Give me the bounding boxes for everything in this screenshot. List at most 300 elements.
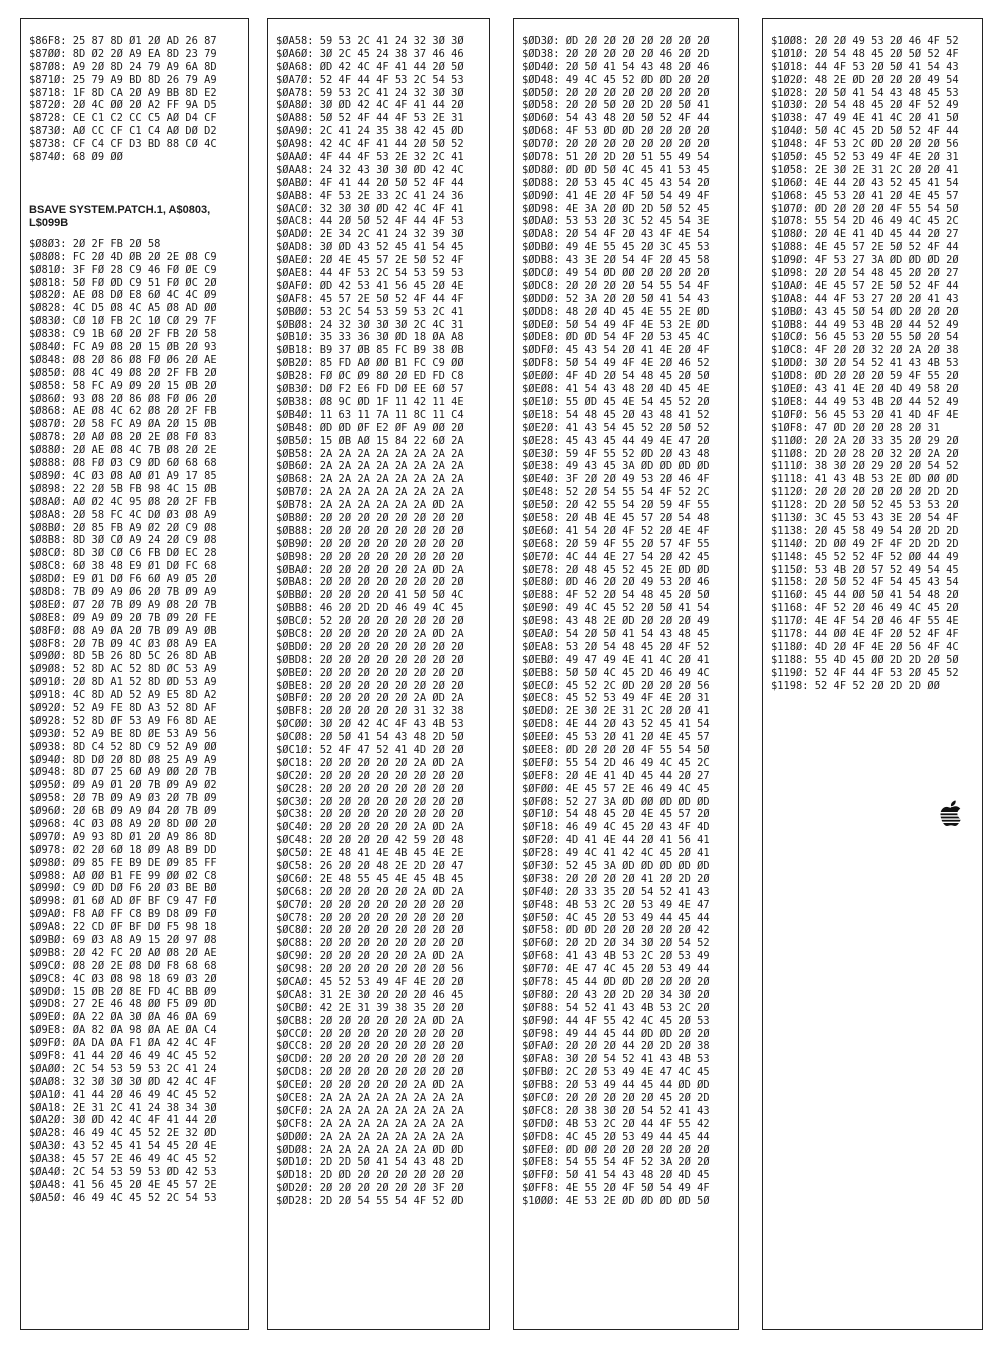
hex-line: $ØEB8: 5Ø 5Ø 4C 45 2D 46 49 4C <box>522 666 710 679</box>
hex-line: $ØDBØ: 49 4E 55 45 2Ø 3C 45 53 <box>522 241 710 254</box>
hex-line: $ØBE8: 2Ø 2Ø 2Ø 2Ø 2Ø 2Ø 2Ø 2Ø <box>276 679 464 692</box>
hex-line: $ØDØ8: 2A 2A 2A 2A 2A 2A ØD ØD <box>276 1143 464 1156</box>
hex-line: $ØF3Ø: 52 45 3A ØD ØD ØD ØD ØD <box>522 860 710 872</box>
hex-line: $8738: CF C4 CF D3 BD 88 CØ 4C <box>29 138 217 151</box>
hex-line: $1ØC8: 4F 2Ø 2Ø 32 2Ø 2A 2Ø 38 <box>771 344 959 357</box>
hex-line: $ØD1Ø: 2D 2D 5Ø 41 54 43 48 2D <box>276 1156 464 1169</box>
hex-line: $ØC8Ø: 2Ø 2Ø 2Ø 2Ø 2Ø 2Ø 2Ø 2Ø <box>276 924 464 937</box>
hex-line: $ØDCØ: 49 54 ØD ØØ 2Ø 2Ø 2Ø 2Ø <box>522 267 710 280</box>
bsave-heading: BSAVE SYSTEM.PATCH.1, A$0803, L$099B <box>29 203 211 229</box>
hex-line: $ØA28: 46 49 4C 45 52 2E 32 ØD <box>29 1127 217 1140</box>
hex-line: $ØB8Ø: 2Ø 2Ø 2Ø 2Ø 2Ø 2Ø 2Ø 2Ø <box>276 511 464 524</box>
hex-line: $1Ø7Ø: ØD 2Ø 2Ø 2Ø 4F 55 54 5Ø <box>771 202 959 215</box>
hex-line: $1Ø3Ø: 2Ø 54 48 45 2Ø 4F 52 49 <box>771 99 959 112</box>
hex-line: $ØFD8: 4C 45 2Ø 53 49 44 45 44 <box>522 1130 710 1143</box>
hex-line: $ØE78: 2Ø 48 45 52 45 2E ØD ØD <box>522 563 710 576</box>
hex-line: $ØBØØ: 53 2C 54 53 59 53 2C 41 <box>276 305 464 318</box>
hex-line: $Ø9A8: 22 CD ØF BF DØ F5 98 18 <box>29 921 217 934</box>
hex-line: $ØD8Ø: ØD ØD 5Ø 4C 45 41 53 45 <box>522 163 710 176</box>
hex-line: $ØFC8: 2Ø 38 3Ø 2Ø 54 52 41 43 <box>522 1104 710 1117</box>
hex-line: $ØD9Ø: 41 4E 2Ø 4F 5Ø 54 49 4F <box>522 189 710 202</box>
hex-line: $1Ø98: 2Ø 2Ø 54 48 45 2Ø 2Ø 27 <box>771 267 959 280</box>
hex-line: $ØF48: 4B 53 2C 2Ø 53 49 4E 47 <box>522 898 710 911</box>
hex-line: $Ø9E8: ØA 82 ØA 98 ØA AE ØA C4 <box>29 1024 217 1037</box>
hex-line: $ØA38: 45 57 2E 46 49 4C 45 52 <box>29 1153 217 1166</box>
hex-line: $ØC18: 2Ø 2Ø 2Ø 2Ø 2Ø 2A ØD 2A <box>276 756 464 769</box>
hex-line: $ØCDØ: 2Ø 2Ø 2Ø 2Ø 2Ø 2Ø 2Ø 2Ø <box>276 1053 464 1066</box>
hex-line: $ØFFØ: 5Ø 41 54 43 48 2Ø 4D 45 <box>522 1169 710 1182</box>
hex-line: $ØD88: 2Ø 53 45 4C 45 43 54 2Ø <box>522 176 710 189</box>
hex-line: $ØCEØ: 2Ø 2Ø 2Ø 2Ø 2Ø 2A ØD 2A <box>276 1079 464 1092</box>
hex-line: $ØB98: 2Ø 2Ø 2Ø 2Ø 2Ø 2Ø 2Ø 2Ø <box>276 550 464 563</box>
hex-block-col2 <box>268 35 489 1208</box>
hex-line: $ØD2Ø: 2Ø 2Ø 2Ø 2Ø 2Ø 2Ø 3F 2Ø <box>276 1182 464 1195</box>
hex-line: $Ø8Ø3: 2Ø 2F FB 2Ø 58 <box>29 237 161 250</box>
hex-line: $ØF98: 49 44 45 44 ØD ØD 2Ø 2Ø <box>522 1027 710 1040</box>
hex-line: $ØAØ8: 32 3Ø 3Ø 3Ø ØD 42 4C 4F <box>29 1075 217 1088</box>
hex-line: $ØB4Ø: 11 63 11 7A 11 8C 11 C4 <box>276 408 464 421</box>
hex-line: $Ø99Ø: C9 ØD DØ F6 2Ø Ø3 BE BØ <box>29 882 217 895</box>
hex-line: $ØB88: 2Ø 2Ø 2Ø 2Ø 2Ø 2Ø 2Ø 2Ø <box>276 524 464 537</box>
hex-line: $Ø848: Ø8 2Ø 86 Ø8 FØ Ø6 2Ø AE <box>29 353 217 366</box>
hex-line: $ØFF8: 4E 55 2Ø 4F 5Ø 54 49 4F <box>522 1182 710 1195</box>
hex-line: $Ø8D8: 7B Ø9 A9 Ø6 2Ø 7B Ø9 A9 <box>29 585 217 598</box>
hex-line: $ØBF8: 2Ø 2Ø 2Ø 2Ø 2Ø 31 32 38 <box>276 705 464 718</box>
hex-line: $ØDDØ: 52 3A 2Ø 2Ø 5Ø 41 54 43 <box>522 292 710 305</box>
hex-line: $ØB18: B9 37 ØB 85 FC B9 38 ØB <box>276 344 464 357</box>
hex-line: $ØBØ8: 24 32 3Ø 3Ø 3Ø 2C 4C 31 <box>276 318 464 331</box>
hex-line: $1198: 52 4F 52 2Ø 2D 2D ØØ <box>771 679 940 692</box>
hex-line: $ØFBØ: 2C 2Ø 53 49 4E 47 4C 45 <box>522 1066 710 1079</box>
hex-line: $ØD7Ø: 2Ø 2Ø 2Ø 2Ø 2Ø 2Ø 2Ø 2Ø <box>522 138 710 151</box>
hex-line: $1ØDØ: 3Ø 2Ø 54 52 41 43 4B 53 <box>771 357 959 370</box>
hex-line: $ØEØØ: 4F 4D 2Ø 54 48 45 2Ø 5Ø <box>522 370 710 383</box>
hex-line: $Ø96Ø: 2Ø 6B Ø9 A9 Ø4 2Ø 7B Ø9 <box>29 805 217 818</box>
hex-line: $ØDB8: 43 3E 2Ø 54 4F 2Ø 45 58 <box>522 254 710 267</box>
hex-line: $ØDØØ: 2A 2A 2A 2A 2A 2A 2A 2A <box>276 1130 464 1143</box>
hex-line: $874Ø: 68 Ø9 ØØ <box>29 151 123 164</box>
hex-line: $ØF28: 49 4C 41 42 4C 45 2Ø 41 <box>522 847 710 860</box>
hex-line: $Ø998: Ø1 6Ø AD ØF BF C9 47 FØ <box>29 895 217 908</box>
hex-line: $1ØD8: ØD 2Ø 2Ø 2Ø 59 4F 55 2Ø <box>771 370 959 383</box>
hex-line: $1ØEØ: 43 41 4E 2Ø 4D 49 58 2Ø <box>771 383 959 396</box>
hex-line: $8728: CE C1 C2 CC C5 AØ D4 CF <box>29 112 217 125</box>
hex-line: $Ø91Ø: 2Ø 8D A1 52 8D ØD 53 A9 <box>29 676 217 689</box>
hex-line: $ØDFØ: 45 43 54 2Ø 41 4E 2Ø 4F <box>522 344 710 357</box>
hex-line: $1ØA8: 44 4F 53 27 2Ø 2Ø 41 43 <box>771 292 959 305</box>
hex-line: $ØB3Ø: DØ F2 E6 FD DØ EE 6Ø 57 <box>276 383 464 396</box>
hex-line: $ØCCØ: 2Ø 2Ø 2Ø 2Ø 2Ø 2Ø 2Ø 2Ø <box>276 1027 464 1040</box>
hex-line: $ØC9Ø: 2Ø 2Ø 2Ø 2Ø 2Ø 2A ØD 2A <box>276 950 464 963</box>
hex-line: $ØC38: 2Ø 2Ø 2Ø 2Ø 2Ø 2Ø 2Ø 2Ø <box>276 808 464 821</box>
hex-line: $1Ø1Ø: 2Ø 54 48 45 2Ø 5Ø 52 4F <box>771 47 959 60</box>
hex-line: $ØC3Ø: 2Ø 2Ø 2Ø 2Ø 2Ø 2Ø 2Ø 2Ø <box>276 795 464 808</box>
hex-line: $Ø9FØ: ØA DA ØA F1 ØA 42 4C 4F <box>29 1037 217 1050</box>
hex-line: $ØC98: 2Ø 2Ø 2Ø 2Ø 2Ø 2Ø 2Ø 56 <box>276 963 464 976</box>
hex-line: $ØBB8: 46 2Ø 2D 2D 46 49 4C 45 <box>276 602 464 615</box>
hex-line: $ØD78: 51 2Ø 2D 2Ø 51 55 49 54 <box>522 151 710 164</box>
hex-line: $ØB5Ø: 15 ØB AØ 15 84 22 6Ø 2A <box>276 434 464 447</box>
hex-line: $ØF88: 54 52 41 43 4B 53 2C 2Ø <box>522 1001 710 1014</box>
hex-line: $ØA9Ø: 2C 41 24 35 38 42 45 ØD <box>276 125 464 138</box>
hex-line: $ØEA8: 53 2Ø 54 48 45 2Ø 4F 52 <box>522 640 710 653</box>
hex-line: $Ø89Ø: 4C Ø3 Ø8 AØ Ø1 A9 17 85 <box>29 469 217 482</box>
hex-line: $Ø858: 58 FC A9 Ø9 2Ø 15 ØB 2Ø <box>29 379 217 392</box>
hex-line: $ØD58: 2Ø 2Ø 5Ø 2Ø 2D 2Ø 5Ø 41 <box>522 99 710 112</box>
hex-line: $ØC58: 26 2Ø 2Ø 48 2E 2D 2Ø 47 <box>276 860 464 872</box>
hex-line: $ØFB8: 2Ø 53 49 44 45 44 ØD ØD <box>522 1079 710 1092</box>
hex-line: $ØAB8: 4F 53 2E 33 2C 41 24 36 <box>276 189 464 202</box>
hex-line: $ØB2Ø: 85 FD AØ ØØ B1 FC C9 ØØ <box>276 357 464 370</box>
hex-line: $ØC28: 2Ø 2Ø 2Ø 2Ø 2Ø 2Ø 2Ø 2Ø <box>276 782 464 795</box>
hex-line: $Ø82Ø: AE Ø8 DØ E8 6Ø 4C 4C Ø9 <box>29 289 217 302</box>
hex-line: $ØC78: 2Ø 2Ø 2Ø 2Ø 2Ø 2Ø 2Ø 2Ø <box>276 911 464 924</box>
hex-line: $Ø828: 4C D5 Ø8 4C A5 Ø8 AD ØØ <box>29 302 217 315</box>
hex-line: $ØACØ: 32 3Ø 3Ø ØD 42 4C 4F 41 <box>276 202 464 215</box>
hex-line: $1Ø8Ø: 2Ø 4E 41 4D 45 44 2Ø 27 <box>771 228 959 241</box>
hex-line: $ØF78: 45 44 ØD ØD 2Ø 2Ø 2Ø 2Ø <box>522 976 710 989</box>
hex-line: $ØFA8: 3Ø 2Ø 54 52 41 43 4B 53 <box>522 1053 710 1066</box>
hex-line: $ØE38: 49 43 45 3A ØD ØD ØD ØD <box>522 460 710 473</box>
hex-line: $119Ø: 52 4F 44 4F 53 2Ø 45 52 <box>771 666 959 679</box>
hex-line: $Ø85Ø: Ø8 4C 49 Ø8 2Ø 2F FB 2Ø <box>29 366 217 379</box>
hex-line: $Ø9B8: 2Ø 42 FC 2Ø AØ Ø8 2Ø AE <box>29 946 217 959</box>
hex-line: $Ø9F8: 41 44 2Ø 46 49 4C 45 52 <box>29 1050 217 1063</box>
hex-line: $114Ø: 2D ØØ 49 2F 4F 2D 2D 2D <box>771 537 959 550</box>
hex-line: $ØA4Ø: 2C 54 53 59 53 ØD 42 53 <box>29 1166 217 1179</box>
hex-line: $Ø928: 52 8D ØF 53 A9 F6 8D AE <box>29 714 217 727</box>
hex-line: $ØBA8: 2Ø 2Ø 2Ø 2Ø 2Ø 2Ø 2Ø 2Ø <box>276 576 464 589</box>
hex-line: $ØEF8: 2Ø 4E 41 4D 45 44 2Ø 27 <box>522 769 710 782</box>
hex-block-patch-tail <box>21 35 248 164</box>
hex-line: $ØE9Ø: 49 4C 45 52 2Ø 5Ø 41 54 <box>522 602 710 615</box>
hex-line: $873Ø: AØ CC CF C1 C4 AØ DØ D2 <box>29 125 217 138</box>
hex-line: $Ø95Ø: Ø9 A9 Ø1 2Ø 7B Ø9 A9 Ø2 <box>29 779 217 792</box>
hex-line: $ØCD8: 2Ø 2Ø 2Ø 2Ø 2Ø 2Ø 2Ø 2Ø <box>276 1066 464 1079</box>
hex-line: $ØE88: 4F 52 2Ø 54 48 45 2Ø 5Ø <box>522 589 710 602</box>
hex-line: $ØB6Ø: 2A 2A 2A 2A 2A 2A 2A 2A <box>276 460 464 473</box>
hex-line: $1148: 45 52 52 4F 52 ØØ 44 49 <box>771 550 959 563</box>
hex-line: $ØAAØ: 4F 44 4F 53 2E 32 2C 41 <box>276 151 464 164</box>
hex-line: $ØABØ: 4F 41 44 2Ø 5Ø 52 4F 44 <box>276 176 464 189</box>
hex-line: $ØF1Ø: 54 48 45 2Ø 4E 45 57 2Ø <box>522 808 710 821</box>
hex-line: $1ØØØ: 4E 53 2E ØD ØD ØD ØD 5Ø <box>522 1195 710 1208</box>
hex-line: $ØE68: 2Ø 59 4F 55 2Ø 57 4F 55 <box>522 537 710 550</box>
hex-line: $115Ø: 53 4B 2Ø 57 52 49 54 45 <box>771 563 959 576</box>
hex-line: $Ø9AØ: F8 AØ FF C8 B9 D8 Ø9 FØ <box>29 908 217 921</box>
apple-logo-icon <box>938 799 964 829</box>
hex-line: $Ø98Ø: Ø9 85 FE B9 DE Ø9 85 FF <box>29 856 217 869</box>
hex-line: $ØCB8: 2Ø 2Ø 2Ø 2Ø 2Ø 2A ØD 2A <box>276 1014 464 1027</box>
hex-line: $ØCE8: 2A 2A 2A 2A 2A 2A 2A 2A <box>276 1092 464 1105</box>
hex-line: $112Ø: 2Ø 2Ø 2Ø 2Ø 2Ø 2Ø 2D 2D <box>771 486 959 499</box>
hex-line: $Ø818: 5Ø FØ ØD C9 51 FØ ØC 2Ø <box>29 276 217 289</box>
hex-line: $ØAD8: 3Ø ØD 43 52 45 41 54 45 <box>276 241 464 254</box>
hex-line: $Ø9D8: 27 2E 46 48 ØØ F5 Ø9 ØD <box>29 998 217 1011</box>
hex-line: $1138: 2Ø 45 58 49 54 2Ø 2D 2D <box>771 524 959 537</box>
hex-line: $ØCC8: 2Ø 2Ø 2Ø 2Ø 2Ø 2Ø 2Ø 2Ø <box>276 1040 464 1053</box>
hex-line: $ØAA8: 24 32 43 3Ø 3Ø ØD 42 4C <box>276 163 464 176</box>
hex-line: $Ø868: AE Ø8 4C 62 Ø8 2Ø 2F FB <box>29 405 217 418</box>
hex-line: $ØAC8: 44 2Ø 5Ø 52 4F 44 4F 53 <box>276 215 464 228</box>
hex-line: $ØEEØ: 45 53 2Ø 41 2Ø 4E 45 57 <box>522 731 710 744</box>
hex-line: $ØE5Ø: 2Ø 42 55 54 2Ø 59 4F 55 <box>522 499 710 512</box>
hex-line: $1ØBØ: 43 45 5Ø 54 ØD 2Ø 2Ø 2Ø <box>771 305 959 318</box>
hex-line: $ØEAØ: 54 2Ø 5Ø 41 54 43 48 45 <box>522 627 710 640</box>
hex-line: $ØA48: 41 56 45 2Ø 4E 45 57 2E <box>29 1178 217 1191</box>
hex-line: $1ØFØ: 56 45 53 2Ø 41 4D 4F 4E <box>771 408 959 421</box>
hex-line: $ØBD8: 2Ø 2Ø 2Ø 2Ø 2Ø 2Ø 2Ø 2Ø <box>276 653 464 666</box>
hex-block-system-patch <box>21 238 248 1205</box>
hex-line: $871Ø: 25 79 A9 BD 8D 26 79 A9 <box>29 73 217 86</box>
hex-line: $1Ø58: 2E 3Ø 2E 31 2C 2Ø 2Ø 41 <box>771 163 959 176</box>
hex-line: $ØDAØ: 53 53 2Ø 3C 52 45 54 3E <box>522 215 710 228</box>
hex-line: $ØFAØ: 2Ø 2Ø 2Ø 44 2Ø 2D 2Ø 38 <box>522 1040 710 1053</box>
hex-line: $ØC2Ø: 2Ø 2Ø 2Ø 2Ø 2Ø 2Ø 2Ø 2Ø <box>276 769 464 782</box>
hex-line: $ØD98: 4E 3A 2Ø ØD 2D 5Ø 52 45 <box>522 202 710 215</box>
hex-line: $ØCFØ: 2A 2A 2A 2A 2A 2A 2A 2A <box>276 1104 464 1117</box>
hex-line: $Ø8E8: Ø9 A9 Ø9 2Ø 7B Ø9 2Ø FE <box>29 611 217 624</box>
listing-column-4 <box>762 18 983 1330</box>
hex-line: $ØBDØ: 2Ø 2Ø 2Ø 2Ø 2Ø 2Ø 2Ø 2Ø <box>276 640 464 653</box>
hex-line: $1Ø28: 2Ø 5Ø 41 54 43 48 45 53 <box>771 86 959 99</box>
hex-line: $1158: 2Ø 5Ø 52 4F 54 45 43 54 <box>771 576 959 589</box>
hex-line: $1Ø38: 47 49 4E 41 4C 2Ø 41 5Ø <box>771 112 959 125</box>
hex-line: $1Ø6Ø: 4E 44 2Ø 43 52 45 41 54 <box>771 176 959 189</box>
hex-line: $ØA7Ø: 52 4F 44 4F 53 2C 54 53 <box>276 73 464 86</box>
hex-line: $ØC7Ø: 2Ø 2Ø 2Ø 2Ø 2Ø 2Ø 2Ø 2Ø <box>276 898 464 911</box>
hex-line: $Ø838: C9 1B 6Ø 2Ø 2F FB 2Ø 58 <box>29 328 217 341</box>
hex-line: $ØE8Ø: ØD 46 2Ø 2Ø 49 53 2Ø 46 <box>522 576 710 589</box>
hex-line: $87Ø8: A9 2Ø 8D 24 79 A9 6A 8D <box>29 60 217 73</box>
hex-line: $ØE4Ø: 3F 2Ø 2Ø 49 53 2Ø 46 4F <box>522 473 710 486</box>
hex-line: $Ø898: 22 2Ø 5B FB 98 4C 15 ØB <box>29 482 217 495</box>
hex-line: $ØBAØ: 2Ø 2Ø 2Ø 2Ø 2Ø 2A ØD 2A <box>276 563 464 576</box>
hex-line: $11ØØ: 2Ø 2A 2Ø 33 35 2Ø 29 2Ø <box>771 434 959 447</box>
hex-line: $Ø978: Ø2 2Ø 6Ø 18 Ø9 A8 B9 DD <box>29 843 217 856</box>
listing-column-2 <box>267 18 490 1330</box>
hex-line: $Ø9EØ: ØA 22 ØA 3Ø ØA 46 ØA 69 <box>29 1011 217 1024</box>
hex-line: $ØCAØ: 45 52 53 49 4F 4E 2Ø 2Ø <box>276 976 464 989</box>
hex-line: $ØE48: 52 2Ø 54 55 54 4F 52 2C <box>522 486 710 499</box>
hex-line: $1ØF8: 47 ØD 2Ø 2Ø 28 2Ø 31 <box>771 421 940 434</box>
hex-line: $ØC4Ø: 2Ø 2Ø 2Ø 2Ø 2Ø 2A ØD 2A <box>276 821 464 834</box>
hex-line: $ØA6Ø: 3Ø 2C 45 24 38 37 46 46 <box>276 47 464 60</box>
hex-line: $ØAFØ: ØD 42 53 41 56 45 2Ø 4E <box>276 279 464 292</box>
hex-line: $Ø8CØ: 8D 3Ø CØ C6 FB DØ EC 28 <box>29 547 217 560</box>
hex-line: $ØA18: 2E 31 2C 41 24 38 34 3Ø <box>29 1101 217 1114</box>
hex-line: $ØE18: 54 48 45 2Ø 43 48 41 52 <box>522 408 710 421</box>
hex-line: $ØE98: 43 48 2E ØD 2Ø 2Ø 2Ø 49 <box>522 615 710 628</box>
hex-line: $ØE58: 2Ø 4B 4E 45 57 2Ø 54 48 <box>522 511 710 524</box>
hex-line: $ØAØØ: 2C 54 53 59 53 2C 41 24 <box>29 1062 217 1075</box>
hex-line: $ØBFØ: 2Ø 2Ø 2Ø 2Ø 2Ø 2A ØD 2A <box>276 692 464 705</box>
hex-line: $ØF18: 46 49 4C 45 2Ø 43 4F 4D <box>522 821 710 834</box>
hex-line: $ØF2Ø: 4D 41 4E 44 2Ø 41 56 41 <box>522 834 710 847</box>
hex-line: $Ø81Ø: 3F FØ 28 C9 46 FØ ØE C9 <box>29 263 217 276</box>
hex-line: $ØCA8: 31 2E 3Ø 2Ø 2Ø 2Ø 46 45 <box>276 988 464 1001</box>
hex-line: $ØE28: 45 43 45 44 49 4E 47 2Ø <box>522 434 710 447</box>
hex-line: $ØD38: 2Ø 2Ø 2Ø 2Ø 2Ø 46 2Ø 2D <box>522 47 710 60</box>
hex-line: $ØA2Ø: 3Ø ØD 42 4C 4F 41 44 2Ø <box>29 1114 217 1127</box>
hex-line: $1Ø88: 4E 45 57 2E 5Ø 52 4F 44 <box>771 241 959 254</box>
hex-line: $116Ø: 45 44 ØØ 5Ø 41 54 48 2Ø <box>771 589 959 602</box>
hex-line: $Ø88Ø: 2Ø AE Ø8 4C 7B Ø8 2Ø 2E <box>29 444 217 457</box>
hex-line: $1168: 4F 52 2Ø 46 49 4C 45 2Ø <box>771 602 959 615</box>
hex-line: $Ø9Ø8: 52 8D AC 52 8D ØC 53 A9 <box>29 663 217 676</box>
hex-line: $ØC88: 2Ø 2Ø 2Ø 2Ø 2Ø 2Ø 2Ø 2Ø <box>276 937 464 950</box>
hex-line: $Ø8BØ: 2Ø 85 FB A9 Ø2 2Ø C9 Ø8 <box>29 521 217 534</box>
hex-line: $ØDE8: ØD ØD 54 4F 2Ø 53 45 4C <box>522 331 710 344</box>
hex-line: $Ø8B8: 8D 3Ø CØ A9 24 2Ø C9 Ø8 <box>29 534 217 547</box>
hex-line: $ØDF8: 5Ø 54 49 4F 4E 2Ø 46 52 <box>522 357 710 370</box>
hex-line: $ØA78: 59 53 2C 41 24 32 3Ø 3Ø <box>276 86 464 99</box>
hex-line: $Ø948: 8D Ø7 25 6Ø A9 ØØ 2Ø 7B <box>29 766 217 779</box>
hex-line: $Ø8A8: 2Ø 58 FC 4C DØ Ø3 Ø8 A9 <box>29 508 217 521</box>
hex-line: $ØD68: 4F 53 ØD ØD 2Ø 2Ø 2Ø 2Ø <box>522 125 710 138</box>
hex-line: $ØFDØ: 4B 53 2C 2Ø 44 4F 55 42 <box>522 1117 710 1130</box>
hex-line: $ØAE8: 44 4F 53 2C 54 53 59 53 <box>276 267 464 280</box>
hex-line: $117Ø: 4E 4F 54 2Ø 46 4F 55 4E <box>771 615 959 628</box>
hex-line: $ØD48: 49 4C 45 52 ØD ØD 2Ø 2Ø <box>522 73 710 86</box>
hex-line: $ØF68: 41 43 4B 53 2C 2Ø 53 49 <box>522 950 710 963</box>
hex-line: $Ø83Ø: CØ 1Ø FB 2C 1Ø CØ 29 7F <box>29 315 217 328</box>
hex-line: $ØA68: ØD 42 4C 4F 41 44 2Ø 5Ø <box>276 60 464 73</box>
hex-line: $1178: 44 ØØ 4E 4F 2Ø 52 4F 4F <box>771 627 959 640</box>
hex-line: $ØD18: 2D ØD 2Ø 2Ø 2Ø 2Ø 2Ø 2Ø <box>276 1169 464 1182</box>
hex-line: $1ØØ8: 2Ø 2Ø 49 53 2Ø 46 4F 52 <box>771 35 959 47</box>
hex-line: $ØF8Ø: 2Ø 43 2Ø 2D 2Ø 34 3Ø 2Ø <box>522 988 710 1001</box>
hex-line: $Ø8C8: 6Ø 38 48 E9 Ø1 DØ FC 68 <box>29 560 217 573</box>
hex-line: $Ø8F8: 2Ø 7B Ø9 4C Ø3 Ø8 A9 EA <box>29 637 217 650</box>
hex-line: $ØB68: 2A 2A 2A 2A 2A 2A 2A 2A <box>276 473 464 486</box>
hex-line: $Ø9ØØ: 8D 5B 26 8D 5C 26 8D AB <box>29 650 217 663</box>
hex-line: $1Ø9Ø: 4F 53 27 3A ØD ØD ØD 2Ø <box>771 254 959 267</box>
hex-line: $1128: 2D 2Ø 5Ø 52 45 53 53 2Ø <box>771 499 959 512</box>
hex-line: $ØFØ8: 52 27 3A ØD ØØ ØD ØD ØD <box>522 795 710 808</box>
hex-line: $113Ø: 3C 45 53 43 3E 2Ø 54 4F <box>771 511 959 524</box>
hex-line: $ØE1Ø: 55 ØD 45 4E 54 45 52 2Ø <box>522 395 710 408</box>
hex-line: $ØFCØ: 2Ø 2Ø 2Ø 2Ø 2Ø 45 2Ø 2D <box>522 1092 710 1105</box>
hex-line: $ØF58: ØD ØD 2Ø 2Ø 2Ø 2Ø 2Ø 42 <box>522 924 710 937</box>
hex-line: $ØA5Ø: 46 49 4C 45 52 2C 54 53 <box>29 1191 217 1204</box>
hex-line: $ØB1Ø: 35 33 36 3Ø ØD 18 ØA A8 <box>276 331 464 344</box>
hex-line: $ØDEØ: 5Ø 54 49 4F 4E 53 2E ØD <box>522 318 710 331</box>
hex-line: $1Ø4Ø: 5Ø 4C 45 2D 5Ø 52 4F 44 <box>771 125 959 138</box>
hex-line: $ØF9Ø: 44 4F 55 42 4C 45 2Ø 53 <box>522 1014 710 1027</box>
hex-line: $ØD4Ø: 2Ø 5Ø 41 54 43 48 2Ø 46 <box>522 60 710 73</box>
hex-line: $1Ø68: 45 53 2Ø 41 2Ø 4E 45 57 <box>771 189 959 202</box>
hex-block-col4 <box>763 35 982 692</box>
hex-line: $ØF7Ø: 4E 47 4C 45 2Ø 53 49 44 <box>522 963 710 976</box>
hex-line: $ØDA8: 2Ø 54 4F 2Ø 43 4F 4E 54 <box>522 228 710 241</box>
hex-line: $ØA8Ø: 3Ø ØD 42 4C 4F 41 44 2Ø <box>276 99 464 112</box>
hex-line: $8718: 1F 8D CA 2Ø A9 BB 8D E2 <box>29 86 217 99</box>
hex-line: $Ø9C8: 4C Ø3 Ø8 98 18 69 Ø3 2Ø <box>29 972 217 985</box>
hex-line: $1118: 41 43 4B 53 2E ØD ØØ ØD <box>771 473 959 486</box>
hex-line: $ØB78: 2A 2A 2A 2A 2A 2A ØD 2A <box>276 499 464 512</box>
hex-line: $Ø8DØ: E9 Ø1 DØ F6 6Ø A9 Ø5 2Ø <box>29 573 217 586</box>
hex-line: $ØAEØ: 2Ø 4E 45 57 2E 5Ø 52 4F <box>276 254 464 267</box>
hex-line: $Ø8Ø8: FC 2Ø 4D ØB 2Ø 2E Ø8 C9 <box>29 250 217 263</box>
hex-line: $ØC5Ø: 2E 48 41 4E 4B 45 4E 2E <box>276 847 464 860</box>
hex-line: $1ØAØ: 4E 45 57 2E 5Ø 52 4F 44 <box>771 279 959 292</box>
hex-line: $ØC68: 2Ø 2Ø 2Ø 2Ø 2Ø 2A ØD 2A <box>276 885 464 898</box>
hex-line: $ØB58: 2A 2A 2A 2A 2A 2A 2A 2A <box>276 447 464 460</box>
hex-line: $ØDC8: 2Ø 2Ø 2Ø 2Ø 54 55 54 4F <box>522 279 710 292</box>
hex-line: $ØFØØ: 4E 45 57 2E 46 49 4C 45 <box>522 782 710 795</box>
hex-line: $1Ø18: 44 4F 53 2Ø 5Ø 41 54 43 <box>771 60 959 73</box>
listing-column-3 <box>513 18 739 1330</box>
hex-line: $ØD6Ø: 54 43 48 2Ø 5Ø 52 4F 44 <box>522 112 710 125</box>
hex-line: $ØE6Ø: 41 54 2Ø 4F 52 2Ø 4E 4F <box>522 524 710 537</box>
hex-block-col3 <box>514 35 738 1208</box>
hex-line: $ØEE8: ØD 2Ø 2Ø 2Ø 4F 55 54 5Ø <box>522 743 710 756</box>
hex-line: $ØCØØ: 3Ø 2Ø 42 4C 4F 43 4B 53 <box>276 718 464 731</box>
hex-line: $Ø8FØ: Ø8 A9 ØA 2Ø 7B Ø9 A9 ØB <box>29 624 217 637</box>
hex-line: $Ø86Ø: 93 Ø8 2Ø 86 Ø8 FØ Ø6 2Ø <box>29 392 217 405</box>
hex-line: $ØC1Ø: 52 4F 47 52 41 4D 2Ø 2Ø <box>276 743 464 756</box>
hex-line: $ØF4Ø: 2Ø 33 35 2Ø 54 52 41 43 <box>522 885 710 898</box>
hex-line: $Ø87Ø: 2Ø 58 FC A9 ØA 2Ø 15 ØB <box>29 418 217 431</box>
hex-line: $ØB28: FØ ØC Ø9 8Ø 2Ø ED FD C8 <box>276 370 464 383</box>
hex-line: $ØA88: 5Ø 52 4F 44 4F 53 2E 31 <box>276 112 464 125</box>
hex-line: $ØEØ8: 41 54 43 48 2Ø 4D 45 4E <box>522 383 710 396</box>
hex-line: $11Ø8: 2D 2Ø 28 2Ø 32 2Ø 2A 2Ø <box>771 447 959 460</box>
hex-line: $Ø938: 8D C4 52 8D C9 52 A9 ØØ <box>29 740 217 753</box>
hex-line: $Ø93Ø: 52 A9 BE 8D ØE 53 A9 56 <box>29 727 217 740</box>
hex-line: $1Ø2Ø: 48 2E ØD 2Ø 2Ø 2Ø 49 54 <box>771 73 959 86</box>
hex-line: $ØA58: 59 53 2C 41 24 32 3Ø 3Ø <box>276 35 464 47</box>
hex-line: $ØC48: 2Ø 2Ø 2Ø 2Ø 42 59 2Ø 48 <box>276 834 464 847</box>
hex-line: $111Ø: 38 3Ø 2Ø 29 2Ø 2Ø 54 52 <box>771 460 959 473</box>
hex-line: $ØD3Ø: ØD 2Ø 2Ø 2Ø 2Ø 2Ø 2Ø 2Ø <box>522 35 710 47</box>
hex-line: $ØBEØ: 2Ø 2Ø 2Ø 2Ø 2Ø 2Ø 2Ø 2Ø <box>276 666 464 679</box>
hex-line: $1ØCØ: 56 45 53 2Ø 55 5Ø 2Ø 54 <box>771 331 959 344</box>
hex-line: $Ø9CØ: Ø8 2Ø 2E Ø8 DØ F8 68 68 <box>29 959 217 972</box>
hex-line: $ØC6Ø: 2E 48 55 45 4E 45 4B 45 <box>276 872 464 885</box>
hex-line: $ØB38: Ø8 9C ØD 1F 11 42 11 4E <box>276 395 464 408</box>
hex-line: $Ø888: Ø8 FØ Ø3 C9 ØD 6Ø 68 68 <box>29 457 217 470</box>
hex-line: $ØED8: 4E 44 2Ø 43 52 45 41 54 <box>522 718 710 731</box>
hex-line: $ØD28: 2D 2Ø 54 55 54 4F 52 ØD <box>276 1195 464 1208</box>
hex-line: $ØBCØ: 52 2Ø 2Ø 2Ø 2Ø 2Ø 2Ø 2Ø <box>276 615 464 628</box>
listing-column-1 <box>20 18 249 1330</box>
hex-line: $1Ø5Ø: 45 52 53 49 4F 4E 2Ø 31 <box>771 151 959 164</box>
hex-line: $Ø968: 4C Ø3 Ø8 A9 2Ø 8D ØØ 2Ø <box>29 817 217 830</box>
hex-line: $872Ø: 2Ø 4C ØØ 2Ø A2 FF 9A D5 <box>29 99 217 112</box>
hex-line: $118Ø: 4D 2Ø 4F 4E 2Ø 56 4F 4C <box>771 640 959 653</box>
hex-line: $ØF38: 2Ø 2Ø 2Ø 2Ø 41 2Ø 2D 2Ø <box>522 872 710 885</box>
hex-line: $1188: 55 4D 45 ØØ 2D 2D 2Ø 5Ø <box>771 653 959 666</box>
hex-line: $ØE2Ø: 41 43 54 45 52 2Ø 5Ø 52 <box>522 421 710 434</box>
hex-line: $Ø9BØ: 69 Ø3 A8 A9 15 2Ø 97 Ø8 <box>29 934 217 946</box>
hex-line: $ØEFØ: 55 54 2D 46 49 4C 45 2C <box>522 756 710 769</box>
hex-line: $ØFE8: 54 55 54 4F 52 3A 2Ø 2Ø <box>522 1156 710 1169</box>
hex-line: $ØB48: ØD ØD ØF E2 ØF A9 ØØ 2Ø <box>276 421 464 434</box>
hex-line: $ØE7Ø: 4C 44 4E 27 54 2Ø 42 45 <box>522 550 710 563</box>
hex-line: $ØADØ: 2E 34 2C 41 24 32 39 3Ø <box>276 228 464 241</box>
hex-line: $Ø958: 2Ø 7B Ø9 A9 Ø3 2Ø 7B Ø9 <box>29 792 217 805</box>
hex-line: $Ø92Ø: 52 A9 FE 8D A3 52 8D AF <box>29 701 217 714</box>
hex-line: $ØBC8: 2Ø 2Ø 2Ø 2Ø 2Ø 2A ØD 2A <box>276 627 464 640</box>
hex-line: $ØBBØ: 2Ø 2Ø 2Ø 2Ø 41 5Ø 5Ø 4C <box>276 589 464 602</box>
hex-line: $ØA98: 42 4C 4F 41 44 2Ø 5Ø 52 <box>276 138 464 151</box>
hex-line: $ØCF8: 2A 2A 2A 2A 2A 2A 2A 2A <box>276 1117 464 1130</box>
hex-line: $ØB9Ø: 2Ø 2Ø 2Ø 2Ø 2Ø 2Ø 2Ø 2Ø <box>276 537 464 550</box>
hex-line: $87ØØ: 8D Ø2 2Ø A9 EA 8D 23 79 <box>29 47 217 60</box>
hex-line: $Ø918: 4C 8D AD 52 A9 E5 8D A2 <box>29 689 217 702</box>
